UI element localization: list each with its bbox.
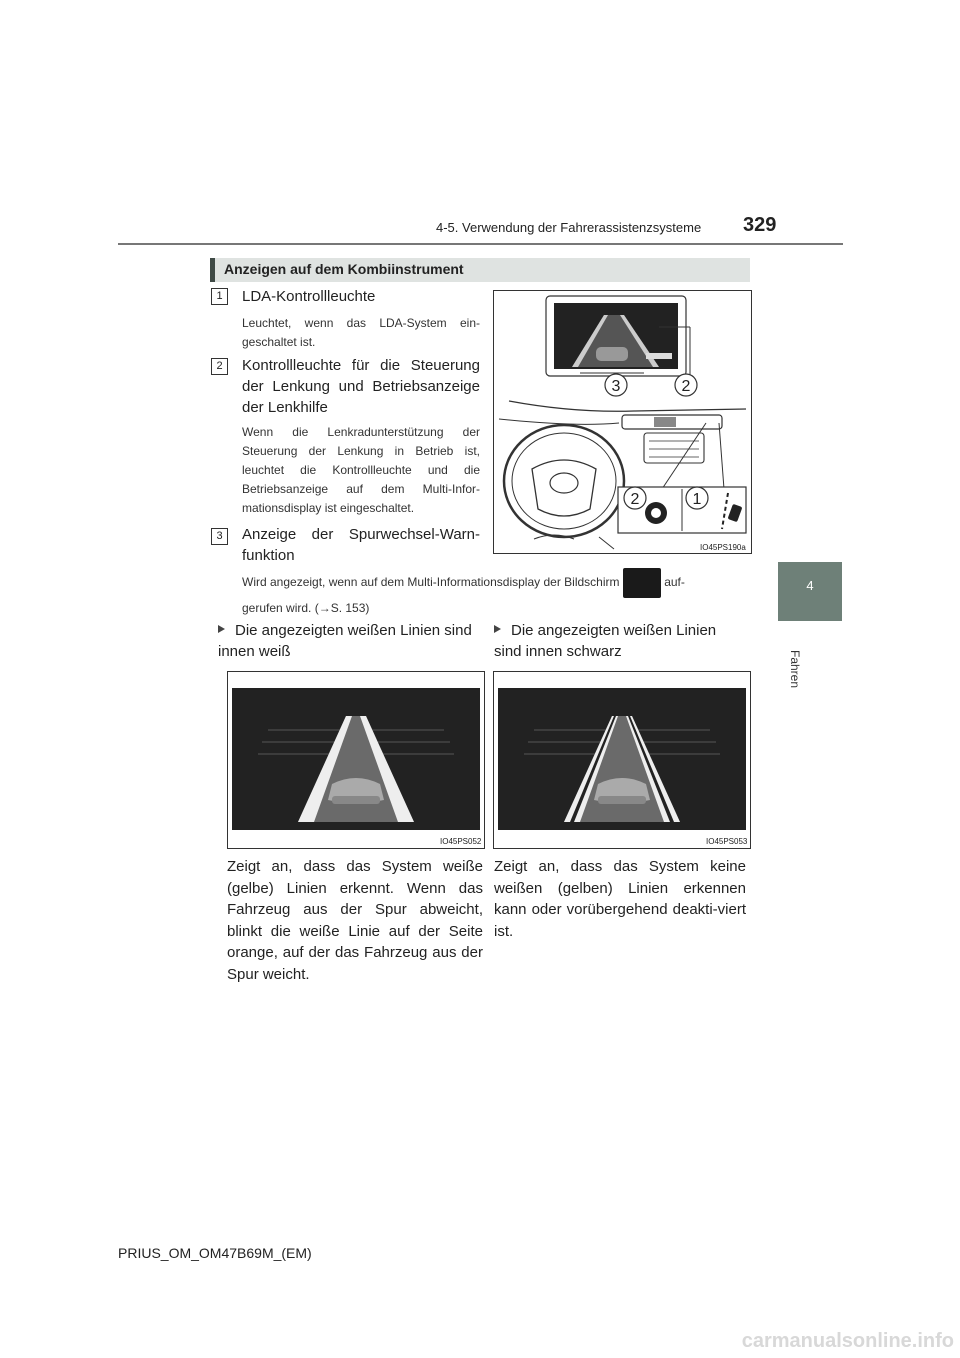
lane-change-screen-icon: [623, 568, 661, 598]
dashboard-figure: [493, 290, 752, 554]
item-number-1: 1: [211, 288, 228, 305]
left-figure-code: IO45PS052: [440, 837, 482, 846]
callout-3-top: 3: [611, 378, 621, 395]
callout-2-bottom: 2: [630, 491, 640, 508]
chapter-number: 4: [806, 578, 814, 593]
chapter-label: Fahren: [788, 650, 802, 689]
callout-1-bottom: 1: [692, 491, 702, 508]
item-2-description: Wenn die Lenkradunterstützung der Steuerung der Lenkung in Betrieb ist, leuchtet die Kontrollleuchte und die Betriebsanzeige auf dem Multi-Infor-mationsdisplay ist eingeschaltet.: [242, 425, 480, 515]
item-3-desc-part1: Wird angezeigt, wenn auf dem Multi-Informationsdisplay der Bildschirm: [242, 575, 620, 590]
main-figure-code: IO45PS190a: [700, 543, 746, 552]
item-1-description: Leuchtet, wenn das LDA-System ein-geschaltet ist.: [242, 316, 480, 349]
arrow-bullet-icon: [494, 625, 501, 633]
arrow-bullet-icon: [218, 625, 225, 633]
callout-2-top: 2: [681, 378, 691, 395]
lane-display-white: [228, 672, 484, 848]
item-1-title: LDA-Kontrollleuchte: [242, 288, 376, 305]
footer-doc-code: PRIUS_OM_OM47B69M_(EM): [118, 1245, 312, 1261]
left-column-text: Zeigt an, dass das System weiße (gelbe) Linien erkennt. Wenn das Fahrzeug aus der Spur abweicht, blinkt die weiße Linie auf der Seite orange, auf der das Fahrzeug aus der Spur weicht.: [227, 858, 483, 983]
left-column-heading: [218, 620, 480, 662]
header-rule: [118, 243, 843, 245]
left-heading-text: Die angezeigten weißen Linien sind innen weiß: [218, 622, 472, 660]
section-accent: [210, 258, 215, 282]
item-3-desc-line2: gerufen wird. (→S. 153): [242, 601, 370, 615]
display-figure-black-inside: [493, 671, 751, 849]
dashboard-illustration: [494, 291, 751, 553]
lane-display-black: [494, 672, 750, 848]
right-column-heading: [494, 620, 746, 662]
display-figure-white-inside: [227, 671, 485, 849]
item-3-desc-part2: auf-: [664, 575, 685, 590]
item-3-title: Anzeige der Spurwechsel-Warn-funktion: [242, 526, 480, 564]
item-number-3: 3: [211, 528, 228, 545]
item-3-description: [242, 568, 752, 619]
right-heading-text: Die angezeigten weißen Linien sind innen schwarz: [494, 622, 717, 660]
running-header-section: 4-5. Verwendung der Fahrerassistenzsysteme: [436, 220, 702, 235]
right-figure-code: IO45PS053: [706, 837, 748, 846]
section-title: Anzeigen auf dem Kombiinstrument: [224, 261, 464, 277]
item-number-2: 2: [211, 358, 228, 375]
watermark-text: carmanualsonline.info: [741, 1330, 954, 1352]
section-heading-bar: [210, 258, 750, 282]
right-column-text: Zeigt an, dass das System keine weißen (gelben) Linien erkennen kann oder vorübergehend deakti-viert ist.: [494, 858, 746, 940]
item-2-title: Kontrollleuchte für die Steuerung der Lenkung und Betriebsanzeige der Lenkhilfe: [242, 357, 480, 416]
page-number: 329: [743, 214, 777, 236]
